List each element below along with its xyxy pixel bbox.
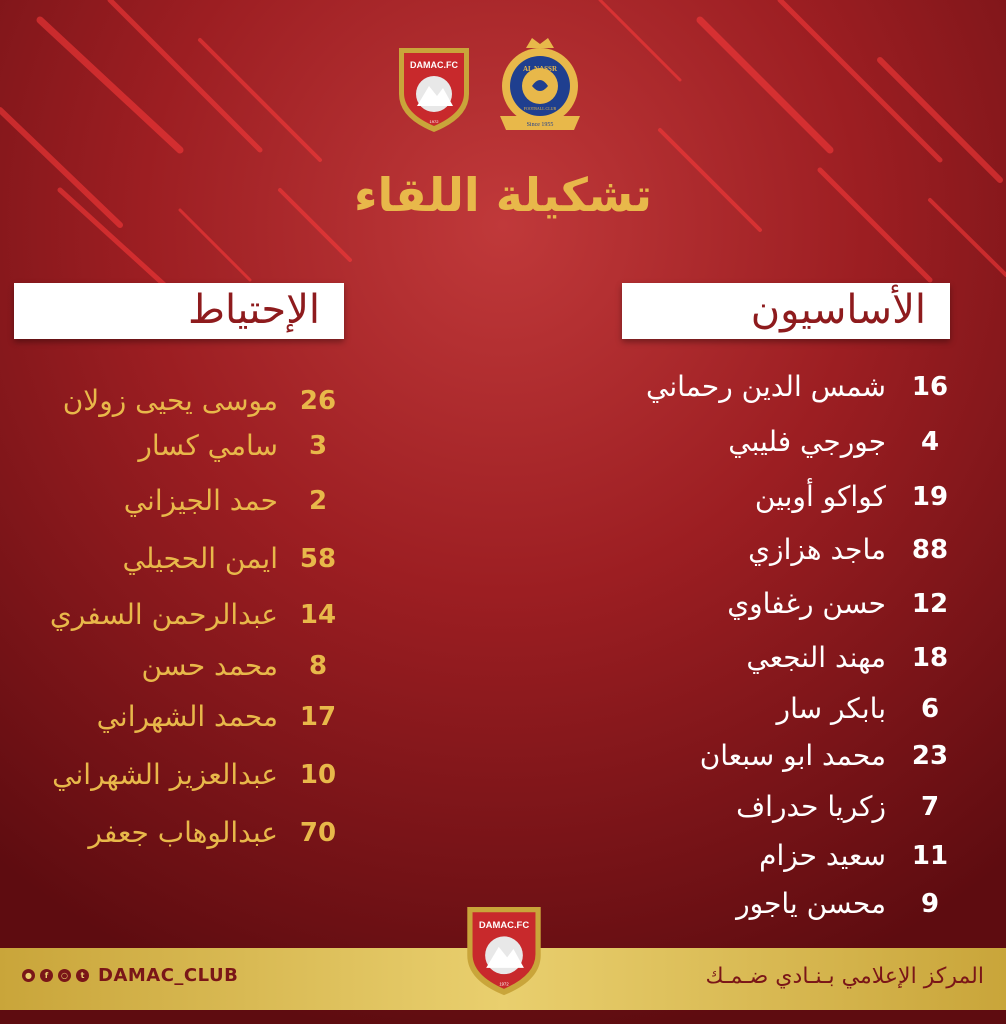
substitute-row [14,378,354,428]
damac-logo [393,40,475,136]
player-name: شمس الدين رحماني [646,370,886,403]
substitute-row [14,536,354,586]
player-name: موسى يحيى زولان [62,384,278,417]
player-number: 70 [299,818,337,848]
player-name: حمد الجيزاني [123,484,278,517]
starter-row [600,419,980,469]
player-name: عبدالعزيز الشهراني [52,758,278,791]
player-number: 88 [911,535,949,565]
substitute-row [14,478,354,528]
player-number: 58 [299,544,337,574]
damac-logo-bottom-text: DAMAC.FC [478,919,530,931]
player-name: بابكر سار [776,692,886,725]
player-name: محسن ياجور [736,887,886,920]
page-title: تشكيلة اللقاء [353,168,652,222]
substitute-row [14,694,354,744]
player-name: كواكو أوبين [754,480,886,513]
damac-logo-bottom [461,896,547,1002]
player-number: 17 [299,702,337,732]
substitute-row [14,810,354,860]
starter-row [600,881,980,931]
media-center-text: المركز الإعلامي بـنـادي ضـمـك [705,964,984,989]
player-number: 23 [911,741,949,771]
facebook-icon: f [40,969,53,982]
al-nassr-logo-text: AL NASSR [522,65,558,73]
player-name: محمد الشهراني [96,700,278,733]
player-name: مهند النجعي [746,641,886,674]
player-name: محمد حسن [141,649,278,682]
damac-logo-text: DAMAC.FC [410,60,458,70]
starter-row [600,833,980,883]
player-number: 12 [911,589,949,619]
twitter-icon: t [76,969,89,982]
damac-logo-bottom-year: 1972 [499,981,509,987]
player-name: ايمن الحجيلي [122,542,278,575]
starters-header [622,283,950,339]
player-number: 6 [920,694,940,724]
player-name: سعيد حزام [759,839,886,872]
substitutes-header [14,283,344,339]
starter-row [600,686,980,736]
player-number: 2 [308,486,328,516]
snapchat-icon: ● [22,969,35,982]
player-number: 9 [920,889,940,919]
al-nassr-logo [488,30,592,136]
player-number: 14 [299,600,337,630]
instagram-icon: ○ [58,969,71,982]
starter-row [600,784,980,834]
starter-row [600,364,980,414]
player-number: 26 [299,386,337,416]
player-number: 4 [920,427,940,457]
player-number: 8 [308,651,328,681]
starter-row [600,733,980,783]
substitutes-header-label: الإحتياط [188,287,320,333]
player-name: حسن رغفاوي [727,587,886,620]
player-name: زكريا حدراف [736,790,886,823]
al-nassr-since: Since 1955 [526,122,554,128]
substitute-row [14,592,354,642]
substitute-row [14,643,354,693]
al-nassr-logo-subtext: FOOTBALL CLUB [523,106,557,111]
player-number: 18 [911,643,949,673]
starter-row [600,527,980,577]
starters-header-label: الأساسيون [750,287,926,333]
player-number: 11 [911,841,949,871]
player-name: سامي كسار [138,429,278,462]
starter-row [600,581,980,631]
club-handle: DAMAC_CLUB [98,965,239,986]
player-number: 10 [299,760,337,790]
starter-row [600,474,980,524]
player-name: جورجي فليبي [728,425,886,458]
player-number: 19 [911,482,949,512]
starter-row [600,635,980,685]
substitute-row [14,423,354,473]
player-number: 7 [920,792,940,822]
player-number: 16 [911,372,949,402]
player-name: محمد ابو سبعان [699,739,886,772]
damac-logo-year: 1972 [429,119,439,124]
substitute-row [14,752,354,802]
player-number: 3 [308,431,328,461]
player-name: عبدالرحمن السفري [49,598,278,631]
social-handle [22,965,238,986]
player-name: عبدالوهاب جعفر [88,816,278,849]
player-name: ماجد هزازي [748,533,886,566]
